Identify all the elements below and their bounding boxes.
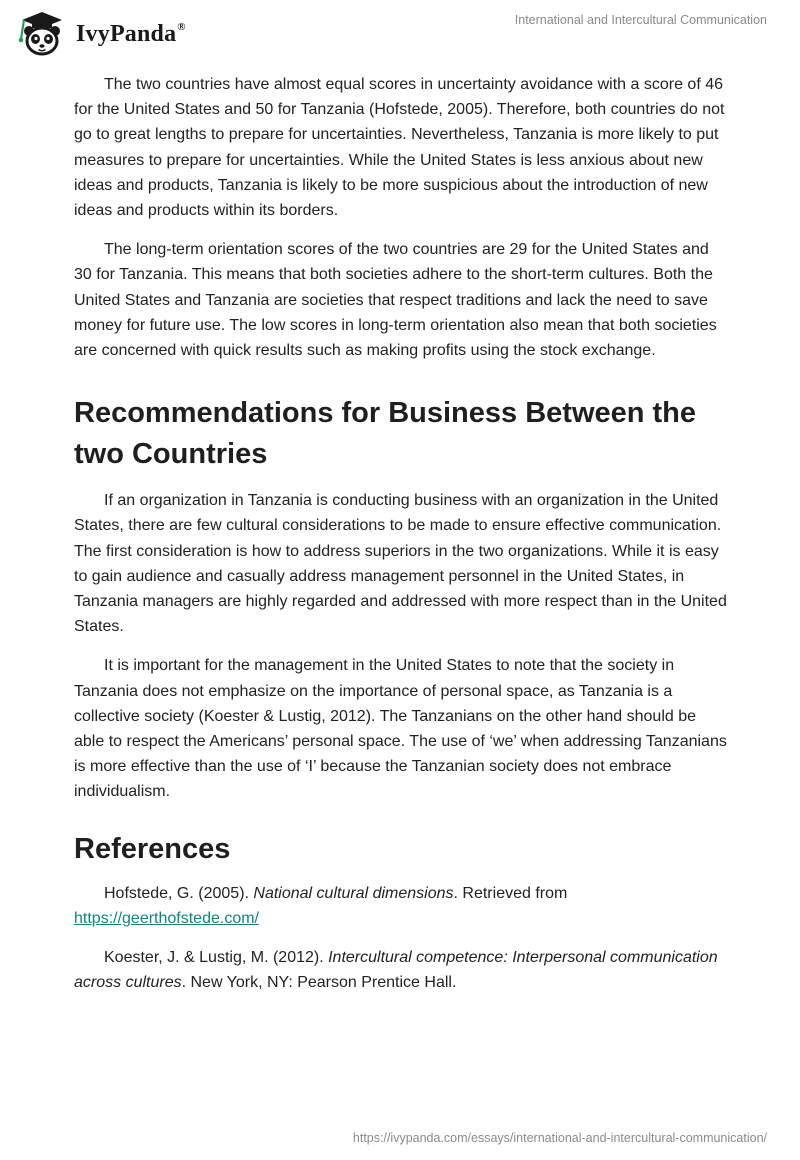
section-heading-references: References xyxy=(74,832,231,865)
footer-url: https://ivypanda.com/essays/international-and-intercultural-communication/ xyxy=(352,1131,767,1145)
paragraph: If an organization in Tanzania is conducting business with an organization in the United States, there are few cultural considerations to be made to ensure effective communication. The first consideration is how to address superiors in the two organizations. While it is easy to gain audience and casually address management personnel in the United States, in Tanzania managers are highly regarded and addressed with more respect than in the United States. xyxy=(74,492,727,636)
paragraph: It is important for the management in the United States to note that the society in Tanzania does not emphasize on the importance of personal space, as Tanzania is a collective society (Koester & Lustig, 2012). The Tanzanians on the other hand should be able to respect the Americans’ personal space. The use of ‘we’ when addressing Tanzanians is more effective than the use of ‘I’ because the Tanzanian society does not embrace individualism. xyxy=(74,657,727,801)
document-title: International and Intercultural Communication xyxy=(514,13,767,27)
logo[interactable] xyxy=(14,9,186,57)
paragraph: The long-term orientation scores of the two countries are 29 for the United States and 30 for Tanzania. This means that both societies adhere to the short-term cultures. Both the United States and Tanzania are societies that respect traditions and lack the need to save money for future use. The low scores in long-term orientation also mean that both societies are concerned with quick results such as making profits using the stock exchange. xyxy=(74,241,717,360)
reference-item: Hofstede, G. (2005). National cultural dimensions. Retrieved from https://geerthofstede.com/ xyxy=(74,884,568,927)
brand-name: IvyPanda® xyxy=(76,20,186,47)
reference-item: Koester, J. & Lustig, M. (2012). Intercultural competence: Interpersonal communication across cultures. New York, NY: Pearson Prentice Hall. xyxy=(74,949,718,992)
page-header xyxy=(0,0,800,70)
panda-graduation-cap-icon xyxy=(14,9,70,57)
reference-link[interactable]: https://geerthofstede.com/ xyxy=(74,909,259,927)
paragraph: The two countries have almost equal scores in uncertainty avoidance with a score of 46 for the United States and 50 for Tanzania (Hofstede, 2005). Therefore, both countries do not go to great lengths to prepare for uncertainties. Nevertheless, Tanzania is more likely to put measures to prepare for uncertainties. While the United States is less anxious about new ideas and products, Tanzania is likely to be more suspicious about the introduction of new ideas and products within its borders. xyxy=(74,76,725,220)
essay-content xyxy=(74,72,730,1009)
section-heading-recommendations: Recommendations for Business Between the two Countries xyxy=(74,397,697,471)
